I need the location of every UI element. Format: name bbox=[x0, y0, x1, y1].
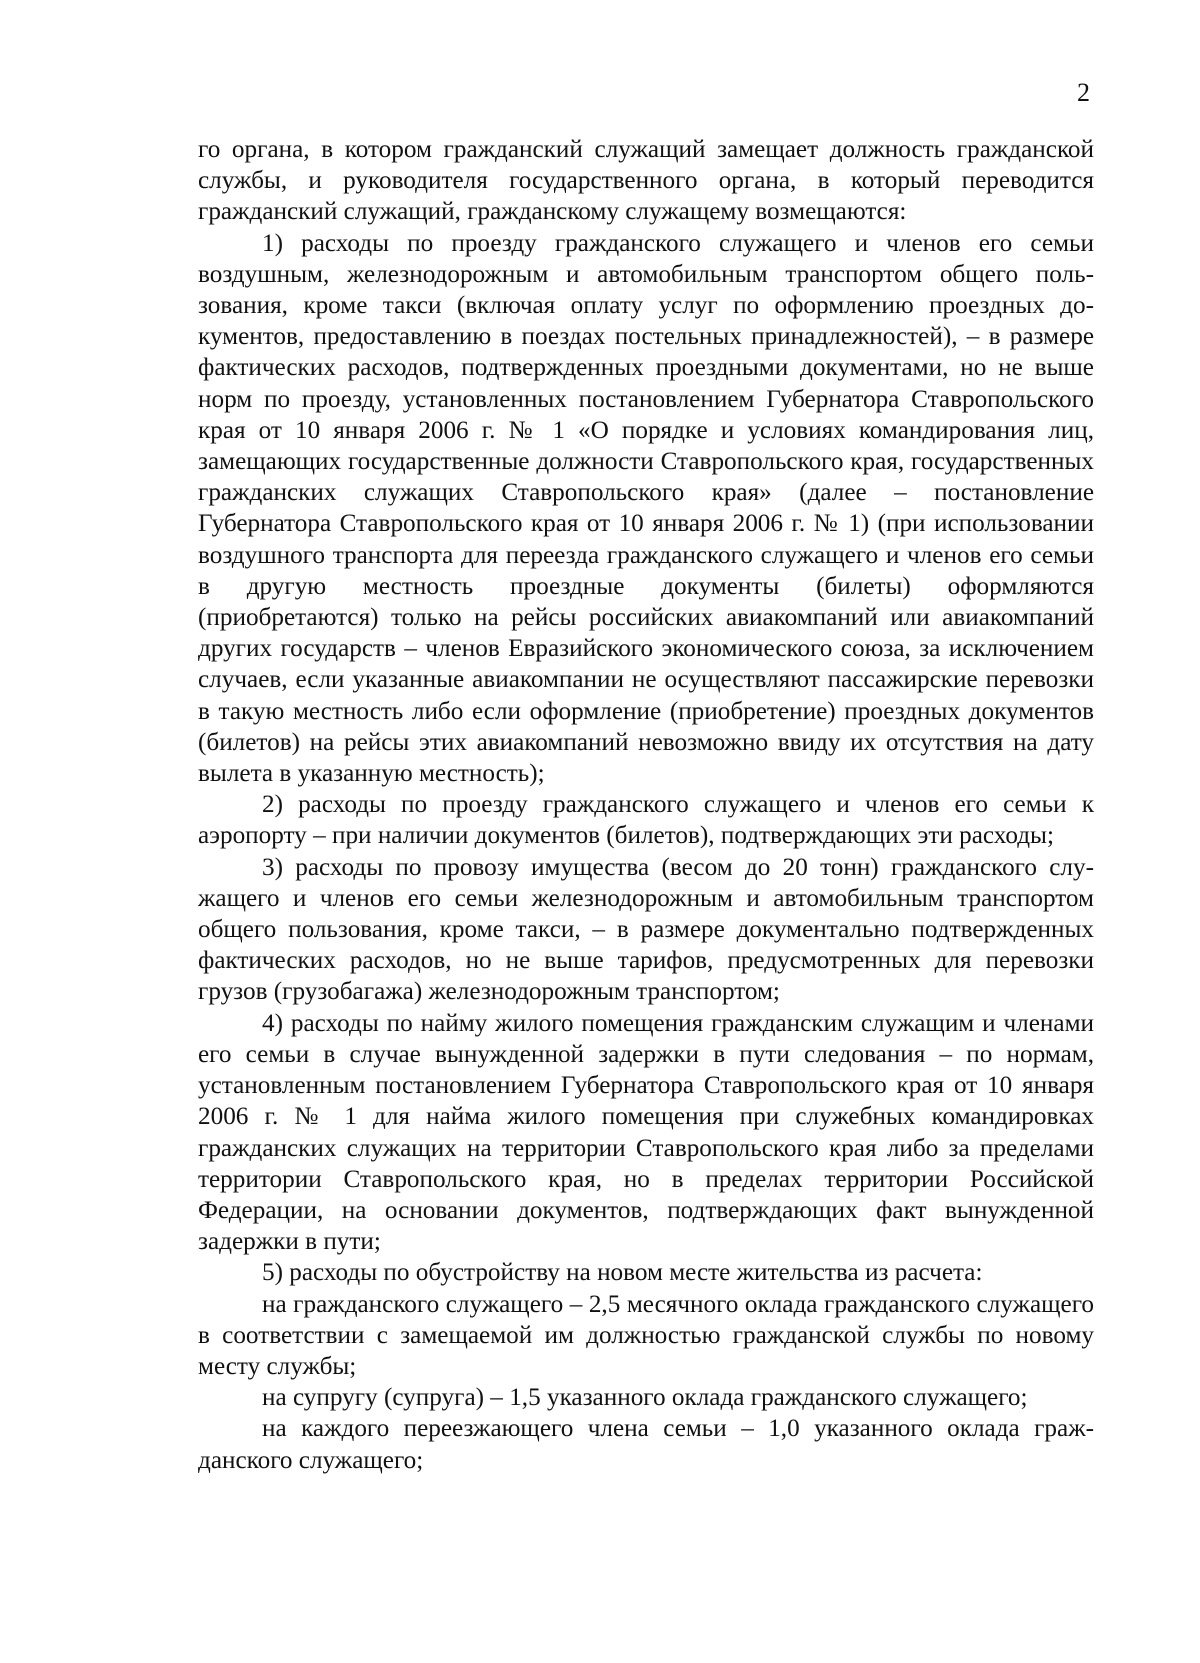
paragraph-item-3-property-transport: 3) расходы по провозу имущества (весом до 20 тонн) гражданского служащего и членов его семьи железнодорожным и автомобильным транспортом общего пользования, кроме такси, – в размере документально подтвержденных фактических расходов, но не выше тарифов, предусмотренных для перевозки грузов (грузобагажа) железнодорожным транспортом; bbox=[198, 853, 1094, 1006]
paragraph-item-5-settlement: 5) расходы по обустройству на новом месте жительства из расчета: bbox=[262, 1259, 983, 1287]
paragraph-intro: го органа, в котором гражданский служащий замещает должность гражданской службы, и руководителя государственного органа, в который переводится гражданский служащий, гражданскому служащему возмещаются: bbox=[198, 136, 1094, 226]
paragraph-item-2-airport-travel: 2) расходы по проезду гражданского служащего и членов его семьи к аэропорту – при наличии документов (билетов), подтверждающих эти расходы; bbox=[198, 791, 1094, 850]
page-number: 2 bbox=[1077, 78, 1090, 107]
paragraph-item-4-housing-rent: 4) расходы по найму жилого помещения гражданским служащим и членами его семьи в случае вынужденной задержки в пути следования – по нормам, установленным постановлением Губернатора Ставропольского края от 10 января 2006 г. № 1 для найма жилого помещения при служебных командировках гражданских служащих на территории Ставропольского края либо за пределами территории Ставропольского края, но в пределах территории Российской Федерации, на основании документов, подтверждающих факт вынужденной задержки в пути; bbox=[198, 1009, 1094, 1256]
paragraph-settlement-family-member: на каждого переезжающего члена семьи – 1,0 указанного оклада гражданского служащего; bbox=[198, 1415, 1094, 1474]
paragraph-settlement-spouse: на супругу (супруга) – 1,5 указанного оклада гражданского служащего; bbox=[262, 1384, 1028, 1412]
document-body bbox=[198, 134, 1094, 1476]
paragraph-settlement-employee: на гражданского служащего – 2,5 месячного оклада гражданского служащего в соответствии с замещаемой им должностью гражданской службы по новому месту службы; bbox=[198, 1290, 1094, 1380]
paragraph-item-1-travel-expenses: 1) расходы по проезду гражданского служащего и членов его семьи воздушным, железнодорожным и автомобильным транспортом общего пользования, кроме такси (включая оплату услуг по оформлению проездных документов, предоставлению в поездах постельных принадлежностей), – в размере фактических расходов, подтвержденных проездными документами, но не выше норм по проезду, установленных постановлением Губернатора Ставропольского края от 10 января 2006 г. № 1 «О порядке и условиях командирования лиц, замещающих государственные должности Ставропольского края, государственных гражданских служащих Ставропольского края» (далее – постановление Губернатора Ставропольского края от 10 января 2006 г. № 1) (при использовании воздушного транспорта для переезда гражданского служащего и членов его семьи в другую местность проездные документы (билеты) оформляются (приобретаются) только на рейсы российских авиакомпаний или авиакомпаний других государств – членов Евразийского экономического союза, за исключением случаев, если указанные авиакомпании не осуществляют пассажирские перевозки в такую местность либо если оформление (приобретение) проездных документов (билетов) на рейсы этих авиакомпаний невозможно ввиду их отсутствия на дату вылета в указанную местность); bbox=[198, 229, 1094, 788]
